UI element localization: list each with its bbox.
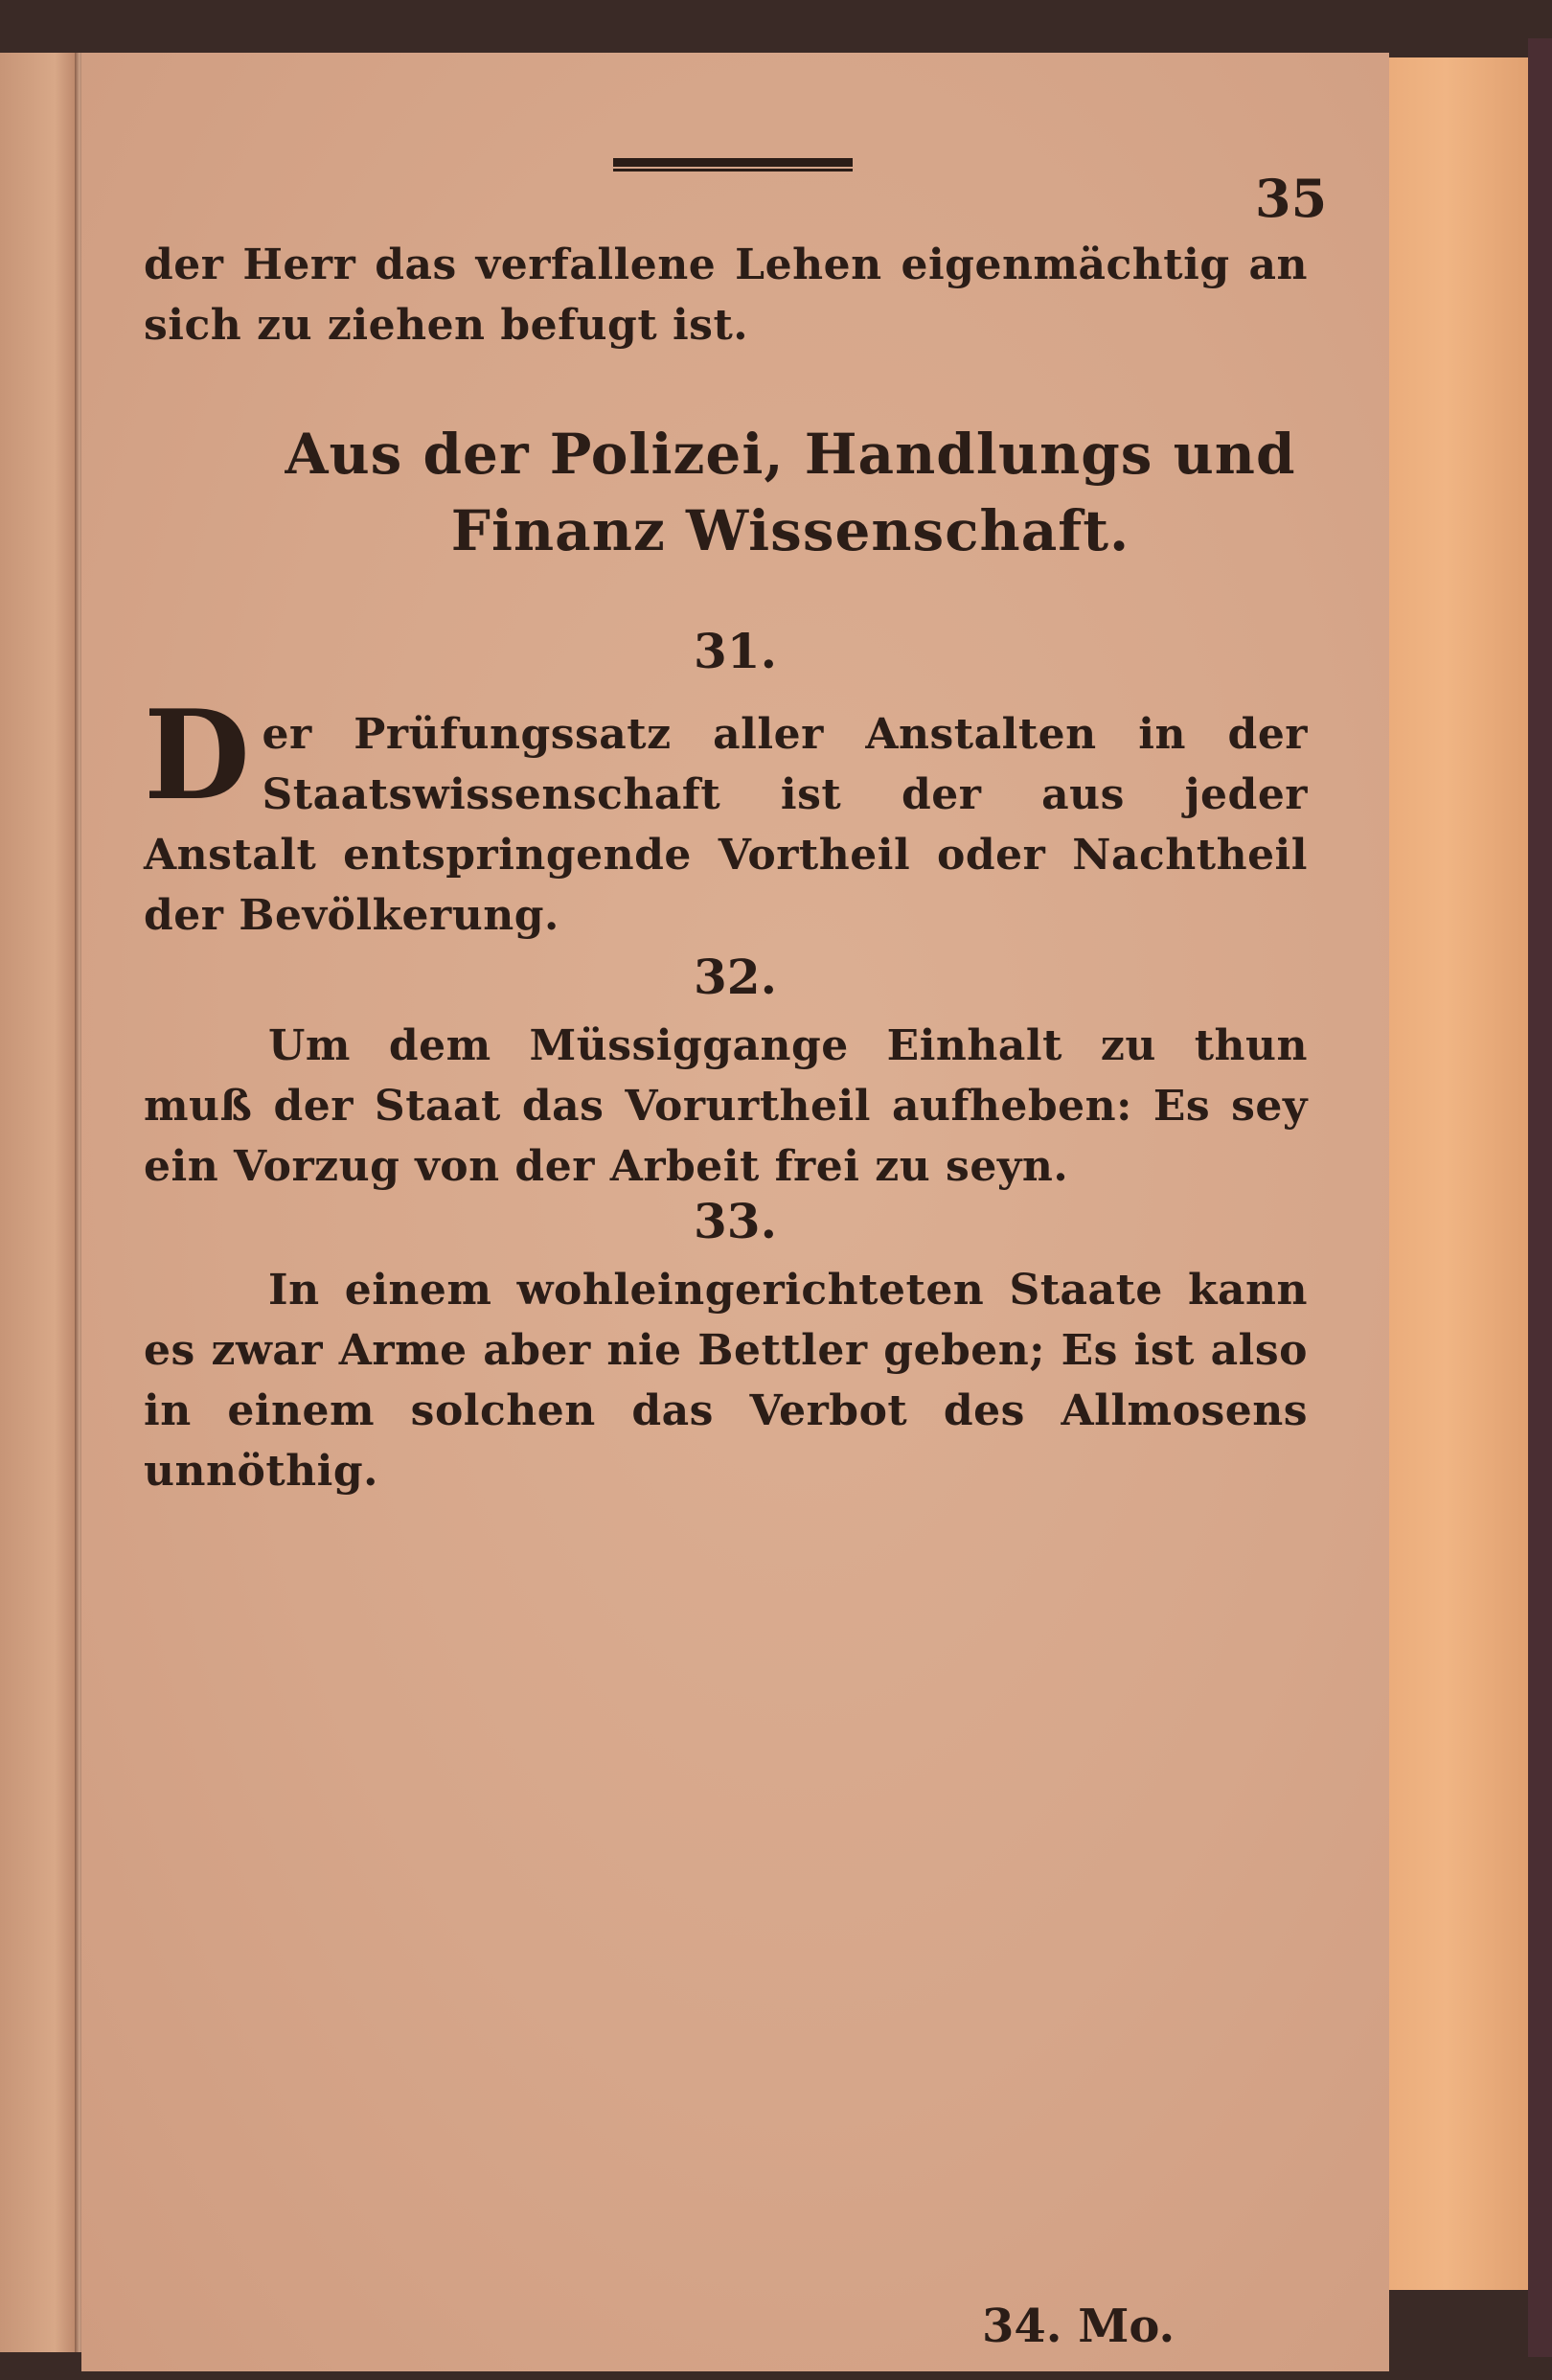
paragraph-number-32: 32. bbox=[694, 949, 777, 1005]
header-rule bbox=[613, 158, 853, 172]
section-heading-line2: Finanz Wissenschaft. bbox=[450, 498, 1130, 563]
book-page bbox=[81, 53, 1389, 2371]
book-cover-edge bbox=[1528, 38, 1552, 2357]
page-number: 35 bbox=[1255, 168, 1328, 229]
paragraph-31-text: er Prüfungssatz aller Anstalten in der Staatswissenschaft ist der aus jeder Anstalt entspringende Vortheil oder Nachtheil der Bevölkerung. bbox=[144, 710, 1308, 940]
paragraph-33: In einem wohleingerichteten Staate kann es zwar Arme aber nie Bettler geben; Es ist also in einem solchen das Verbot des Allmosens unnöthig. bbox=[144, 1266, 1308, 1496]
continuation-text: der Herr das verfallene Lehen eigenmächtig an sich zu ziehen befugt ist. bbox=[144, 240, 1308, 350]
paragraph-number-31: 31. bbox=[694, 623, 777, 679]
paragraph-number-33: 33. bbox=[694, 1193, 777, 1249]
paragraph-31 bbox=[144, 684, 1308, 946]
section-heading-line1: Aus der Polizei, Handlungs und bbox=[285, 422, 1296, 487]
left-page-edge bbox=[0, 53, 79, 2352]
paragraph-32: Um dem Müssiggange Einhalt zu thun muß der Staat das Vorurtheil aufheben: Es sey ein Vorzug von der Arbeit frei zu seyn. bbox=[144, 1021, 1308, 1191]
catchword: 34. Mo. bbox=[982, 2300, 1175, 2353]
drop-cap: D bbox=[144, 684, 251, 828]
